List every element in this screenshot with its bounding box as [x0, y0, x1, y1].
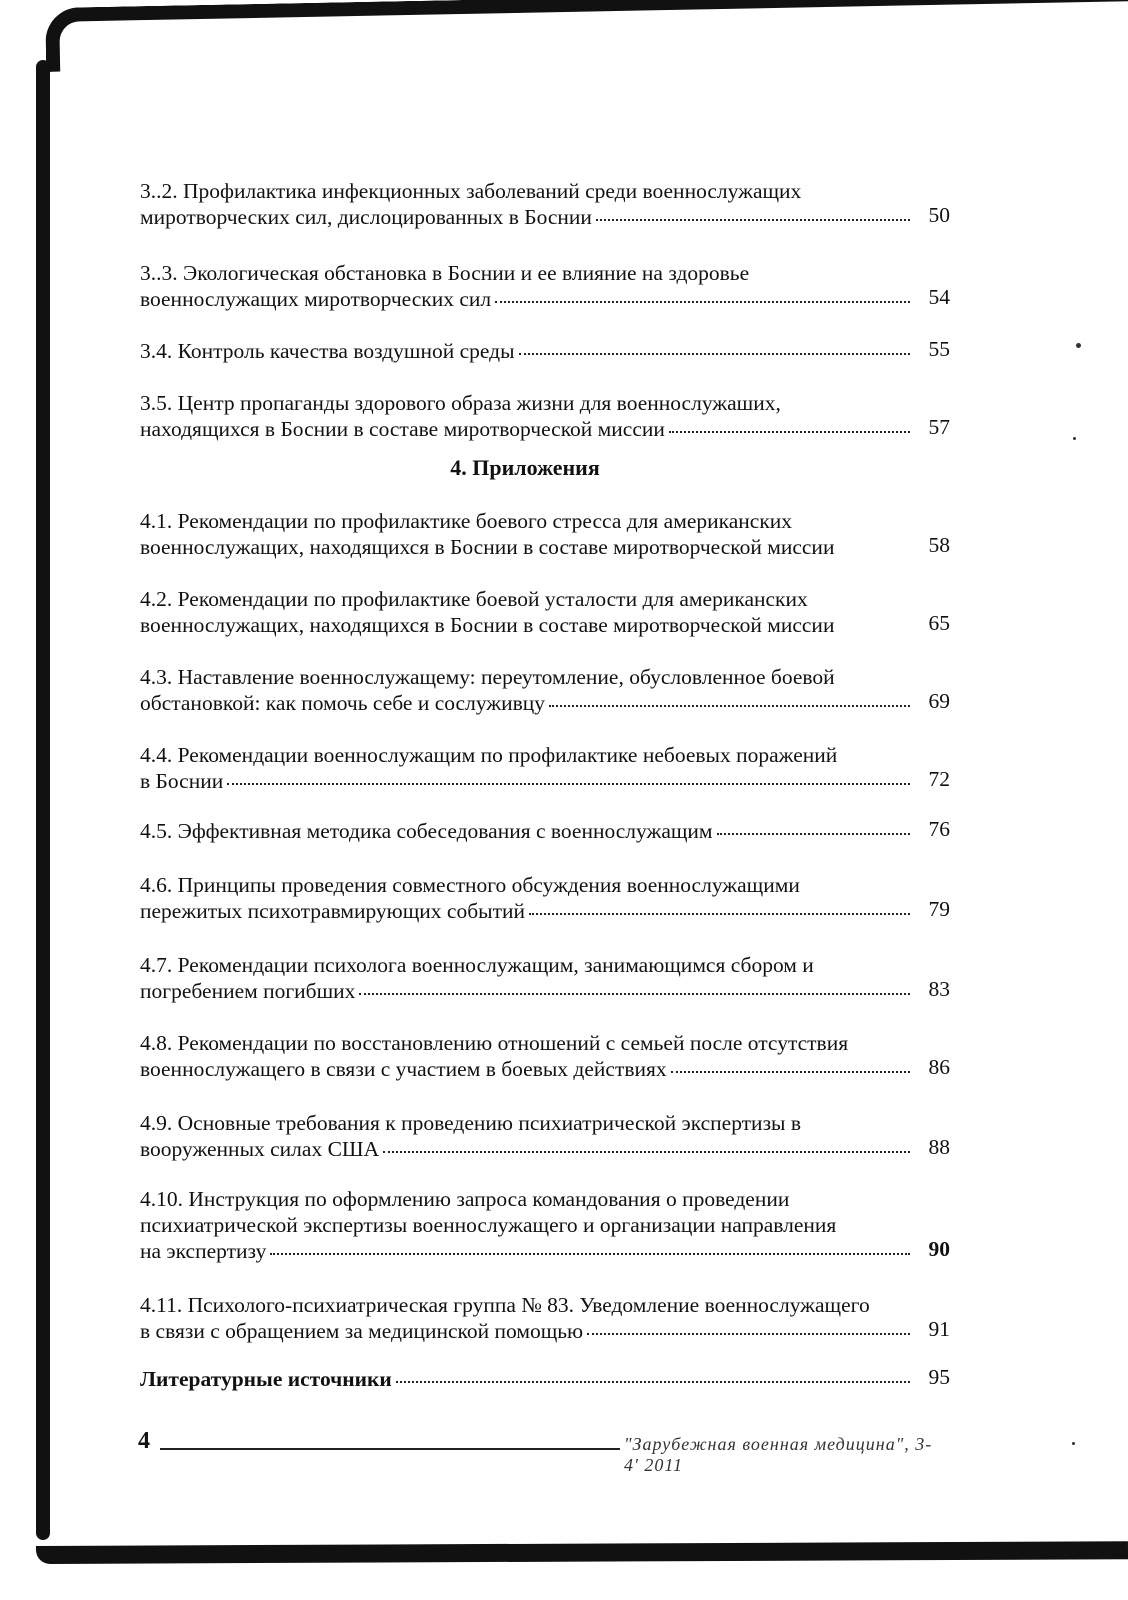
toc-line: 4.9. Основные требования к проведению психиатрической экспертизы в	[140, 1111, 802, 1135]
toc-line: погребением погибших	[140, 979, 356, 1003]
dot-leader	[495, 295, 910, 303]
toc-line: 4.6. Принципы проведения совместного обсуждения военнослужащими	[140, 873, 800, 897]
toc-entry	[140, 1030, 950, 1082]
toc-entry-references	[140, 1366, 950, 1392]
toc-entry	[140, 664, 950, 716]
toc-entry	[140, 1292, 950, 1344]
toc-line: военнослужащих, находящихся в Боснии в составе миротворческой миссии	[140, 535, 835, 559]
toc-line: 4.10. Инструкция по оформлению запроса командования о проведении	[140, 1187, 790, 1211]
footer-page-number: 4	[138, 1428, 150, 1454]
toc-entry	[140, 508, 950, 560]
dot-leader	[359, 987, 910, 995]
toc-page-number: 58	[928, 533, 950, 557]
toc-line: военнослужащего в связи с участием в боевых действиях	[140, 1057, 667, 1081]
footer-rule	[160, 1448, 620, 1450]
toc-page-number: 88	[928, 1135, 950, 1159]
toc-line: психиатрической экспертизы военнослужащего и организации направления	[140, 1213, 837, 1237]
toc-line: 3.4. Контроль качества воздушной среды	[140, 339, 515, 363]
toc-line: 4.4. Рекомендации военнослужащим по профилактике небоевых поражений	[140, 743, 838, 767]
toc-line: находящихся в Боснии в составе миротворческой миссии	[140, 417, 665, 441]
toc-entry	[140, 818, 950, 844]
toc-entry	[140, 338, 950, 364]
toc-line: 3.5. Центр пропаганды здорового образа жизни для военнослужаших,	[140, 391, 781, 415]
toc-line: в Боснии	[140, 769, 224, 793]
toc-page-number: 86	[928, 1055, 950, 1079]
toc-page-number: 79	[928, 897, 950, 921]
toc-line: в связи с обращением за медицинской помощью	[140, 1319, 584, 1343]
toc-line: миротворческих сил, дислоцированных в Боснии	[140, 205, 592, 229]
toc-entry	[140, 178, 950, 230]
toc-entry	[140, 586, 950, 638]
toc-page-number: 83	[928, 977, 950, 1001]
dot-leader	[519, 347, 910, 355]
dot-leader	[669, 425, 910, 433]
page-footer	[138, 1428, 938, 1475]
toc-line: 4.7. Рекомендации психолога военнослужащим, занимающимся сбором и	[140, 953, 814, 977]
dot-leader	[396, 1375, 910, 1383]
toc-line: военнослужащих миротворческих сил	[140, 287, 492, 311]
toc-line: пережитых психотравмирующих событий	[140, 899, 526, 923]
toc-page-number: 72	[928, 767, 950, 791]
toc-page-number: 54	[928, 285, 950, 309]
dot-leader	[587, 1327, 910, 1335]
toc-line: 3..3. Экологическая обстановка в Боснии и ее влияние на здоровье	[140, 261, 750, 285]
toc-line: 4.1. Рекомендации по профилактике боевого стресса для американских	[140, 509, 793, 533]
dot-leader	[717, 827, 910, 835]
toc-entry	[140, 1110, 950, 1162]
toc-page-number: 95	[928, 1365, 950, 1389]
toc-line: 4.3. Наставление военнослужащему: переутомление, обусловленное боевой	[140, 665, 835, 689]
toc-entry	[140, 872, 950, 924]
dot-leader	[529, 907, 910, 915]
toc-line: 3..2. Профилактика инфекционных заболеваний среди военнослужащих	[140, 179, 802, 203]
toc-line: 4.8. Рекомендации по восстановлению отношений с семьей после отсутствия	[140, 1031, 849, 1055]
toc-line: на экспертизу	[140, 1239, 267, 1263]
toc-line: 4.11. Психолого-психиатрическая группа № 83. Уведомление военнослужащего	[140, 1293, 870, 1317]
toc-page-number: 91	[928, 1317, 950, 1341]
toc-page-number: 65	[928, 611, 950, 635]
toc-page-number: 50	[928, 203, 950, 227]
toc-entry	[140, 742, 950, 794]
toc-entry	[140, 390, 950, 442]
toc-page-number: 69	[928, 689, 950, 713]
dot-leader	[596, 213, 910, 221]
toc-line: 4.2. Рекомендации по профилактике боевой усталости для американских	[140, 587, 808, 611]
toc-page-number: 90	[928, 1237, 950, 1261]
footer-journal-title: "Зарубежная военная медицина", 3-4' 2011	[624, 1434, 933, 1475]
toc-line: 4.5. Эффективная методика собеседования с военнослужащим	[140, 819, 713, 843]
toc-page-number: 57	[928, 415, 950, 439]
toc-entry	[140, 260, 950, 312]
toc-entry	[140, 1186, 950, 1264]
dot-leader	[270, 1247, 910, 1255]
toc-line: обстановкой: как помочь себе и сослуживцу	[140, 691, 546, 715]
toc-entry	[140, 952, 950, 1004]
toc-page-number: 76	[928, 817, 950, 841]
dot-leader	[383, 1145, 910, 1153]
dot-leader	[549, 699, 910, 707]
toc-line: военнослужащих, находящихся в Боснии в составе миротворческой миссии	[140, 613, 835, 637]
dot-leader	[227, 777, 910, 785]
toc-page-number: 55	[928, 337, 950, 361]
toc-line: Литературные источники	[140, 1367, 392, 1391]
toc-line: вооруженных силах США	[140, 1137, 380, 1161]
section-heading: 4. Приложения	[450, 455, 600, 480]
dot-leader	[671, 1065, 910, 1073]
